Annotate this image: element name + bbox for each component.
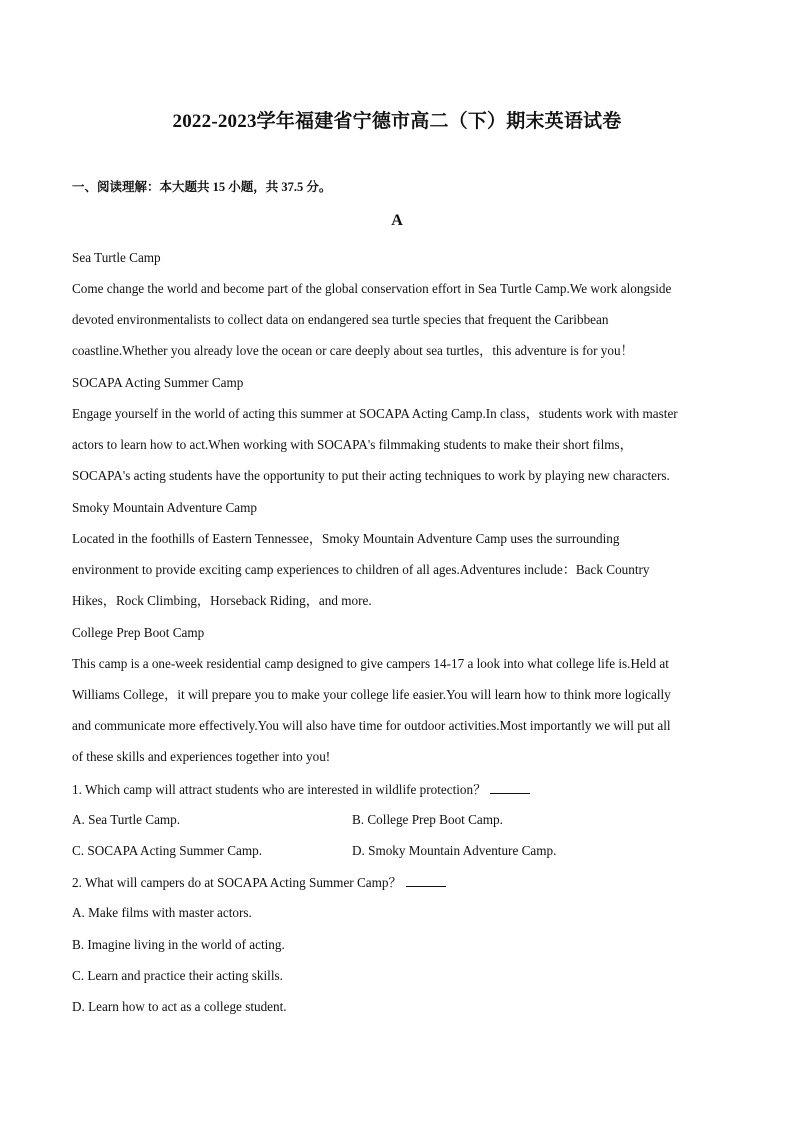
- answer-blank[interactable]: [490, 781, 530, 794]
- passage-line: actors to learn how to act.When working with SOCAPA's filmmaking students to make their short films，: [72, 437, 633, 452]
- question-stem: [72, 781, 530, 798]
- option-b[interactable]: B. College Prep Boot Camp.: [352, 812, 503, 827]
- option-a[interactable]: A. Sea Turtle Camp.: [72, 812, 181, 827]
- camp-heading-college-prep: College Prep Boot Camp: [72, 625, 205, 640]
- passage-label: A: [391, 212, 403, 229]
- option-d[interactable]: D. Learn how to act as a college student.: [72, 999, 287, 1014]
- question-stem-text: 2. What will campers do at SOCAPA Acting Summer Camp？: [72, 875, 402, 890]
- passage-line: Hikes，Rock Climbing，Horseback Riding，and more.: [72, 593, 372, 608]
- question-stem: [72, 874, 446, 891]
- passage-line: Located in the foothills of Eastern Tennessee，Smoky Mountain Adventure Camp uses the surrounding: [72, 531, 620, 546]
- option-b[interactable]: B. Imagine living in the world of acting.: [72, 937, 285, 952]
- passage-line: SOCAPA's acting students have the opportunity to put their acting techniques to work by playing new characters.: [72, 468, 670, 483]
- passage-line: Engage yourself in the world of acting this summer at SOCAPA Acting Camp.In class，students work with master: [72, 406, 678, 421]
- passage-line: This camp is a one-week residential camp designed to give campers 14-17 a look into what college life is.Held at: [72, 656, 669, 671]
- option-a[interactable]: A. Make films with master actors.: [72, 905, 252, 920]
- option-c[interactable]: C. Learn and practice their acting skills.: [72, 968, 283, 983]
- camp-heading-socapa: SOCAPA Acting Summer Camp: [72, 375, 244, 390]
- camp-heading-sea-turtle: Sea Turtle Camp: [72, 250, 161, 265]
- passage-line: Williams College，it will prepare you to make your college life easier.You will learn how to think more logically: [72, 687, 671, 702]
- option-c[interactable]: C. SOCAPA Acting Summer Camp.: [72, 843, 263, 858]
- option-d[interactable]: D. Smoky Mountain Adventure Camp.: [352, 843, 557, 858]
- passage-line: devoted environmentalists to collect data on endangered sea turtle species that frequent the Caribbean: [72, 312, 609, 327]
- passage-line: Come change the world and become part of the global conservation effort in Sea Turtle Camp.We work alongside: [72, 281, 672, 296]
- answer-blank[interactable]: [406, 874, 446, 887]
- question-stem-text: 1. Which camp will attract students who are interested in wildlife protection？: [72, 782, 487, 797]
- passage-line: and communicate more effectively.You will also have time for outdoor activities.Most importantly we will put all: [72, 718, 671, 733]
- exam-title: 2022-2023学年福建省宁德市高二（下）期末英语试卷: [172, 111, 622, 132]
- section-heading: 一、阅读理解：本大题共 15 小题，共 37.5 分。: [72, 180, 332, 194]
- camp-heading-smoky-mountain: Smoky Mountain Adventure Camp: [72, 500, 257, 515]
- passage-line: coastline.Whether you already love the ocean or care deeply about sea turtles，this adventure is for you！: [72, 343, 634, 358]
- passage-line: of these skills and experiences together into you!: [72, 749, 331, 764]
- passage-line: environment to provide exciting camp experiences to children of all ages.Adventures include：Back Country: [72, 562, 650, 577]
